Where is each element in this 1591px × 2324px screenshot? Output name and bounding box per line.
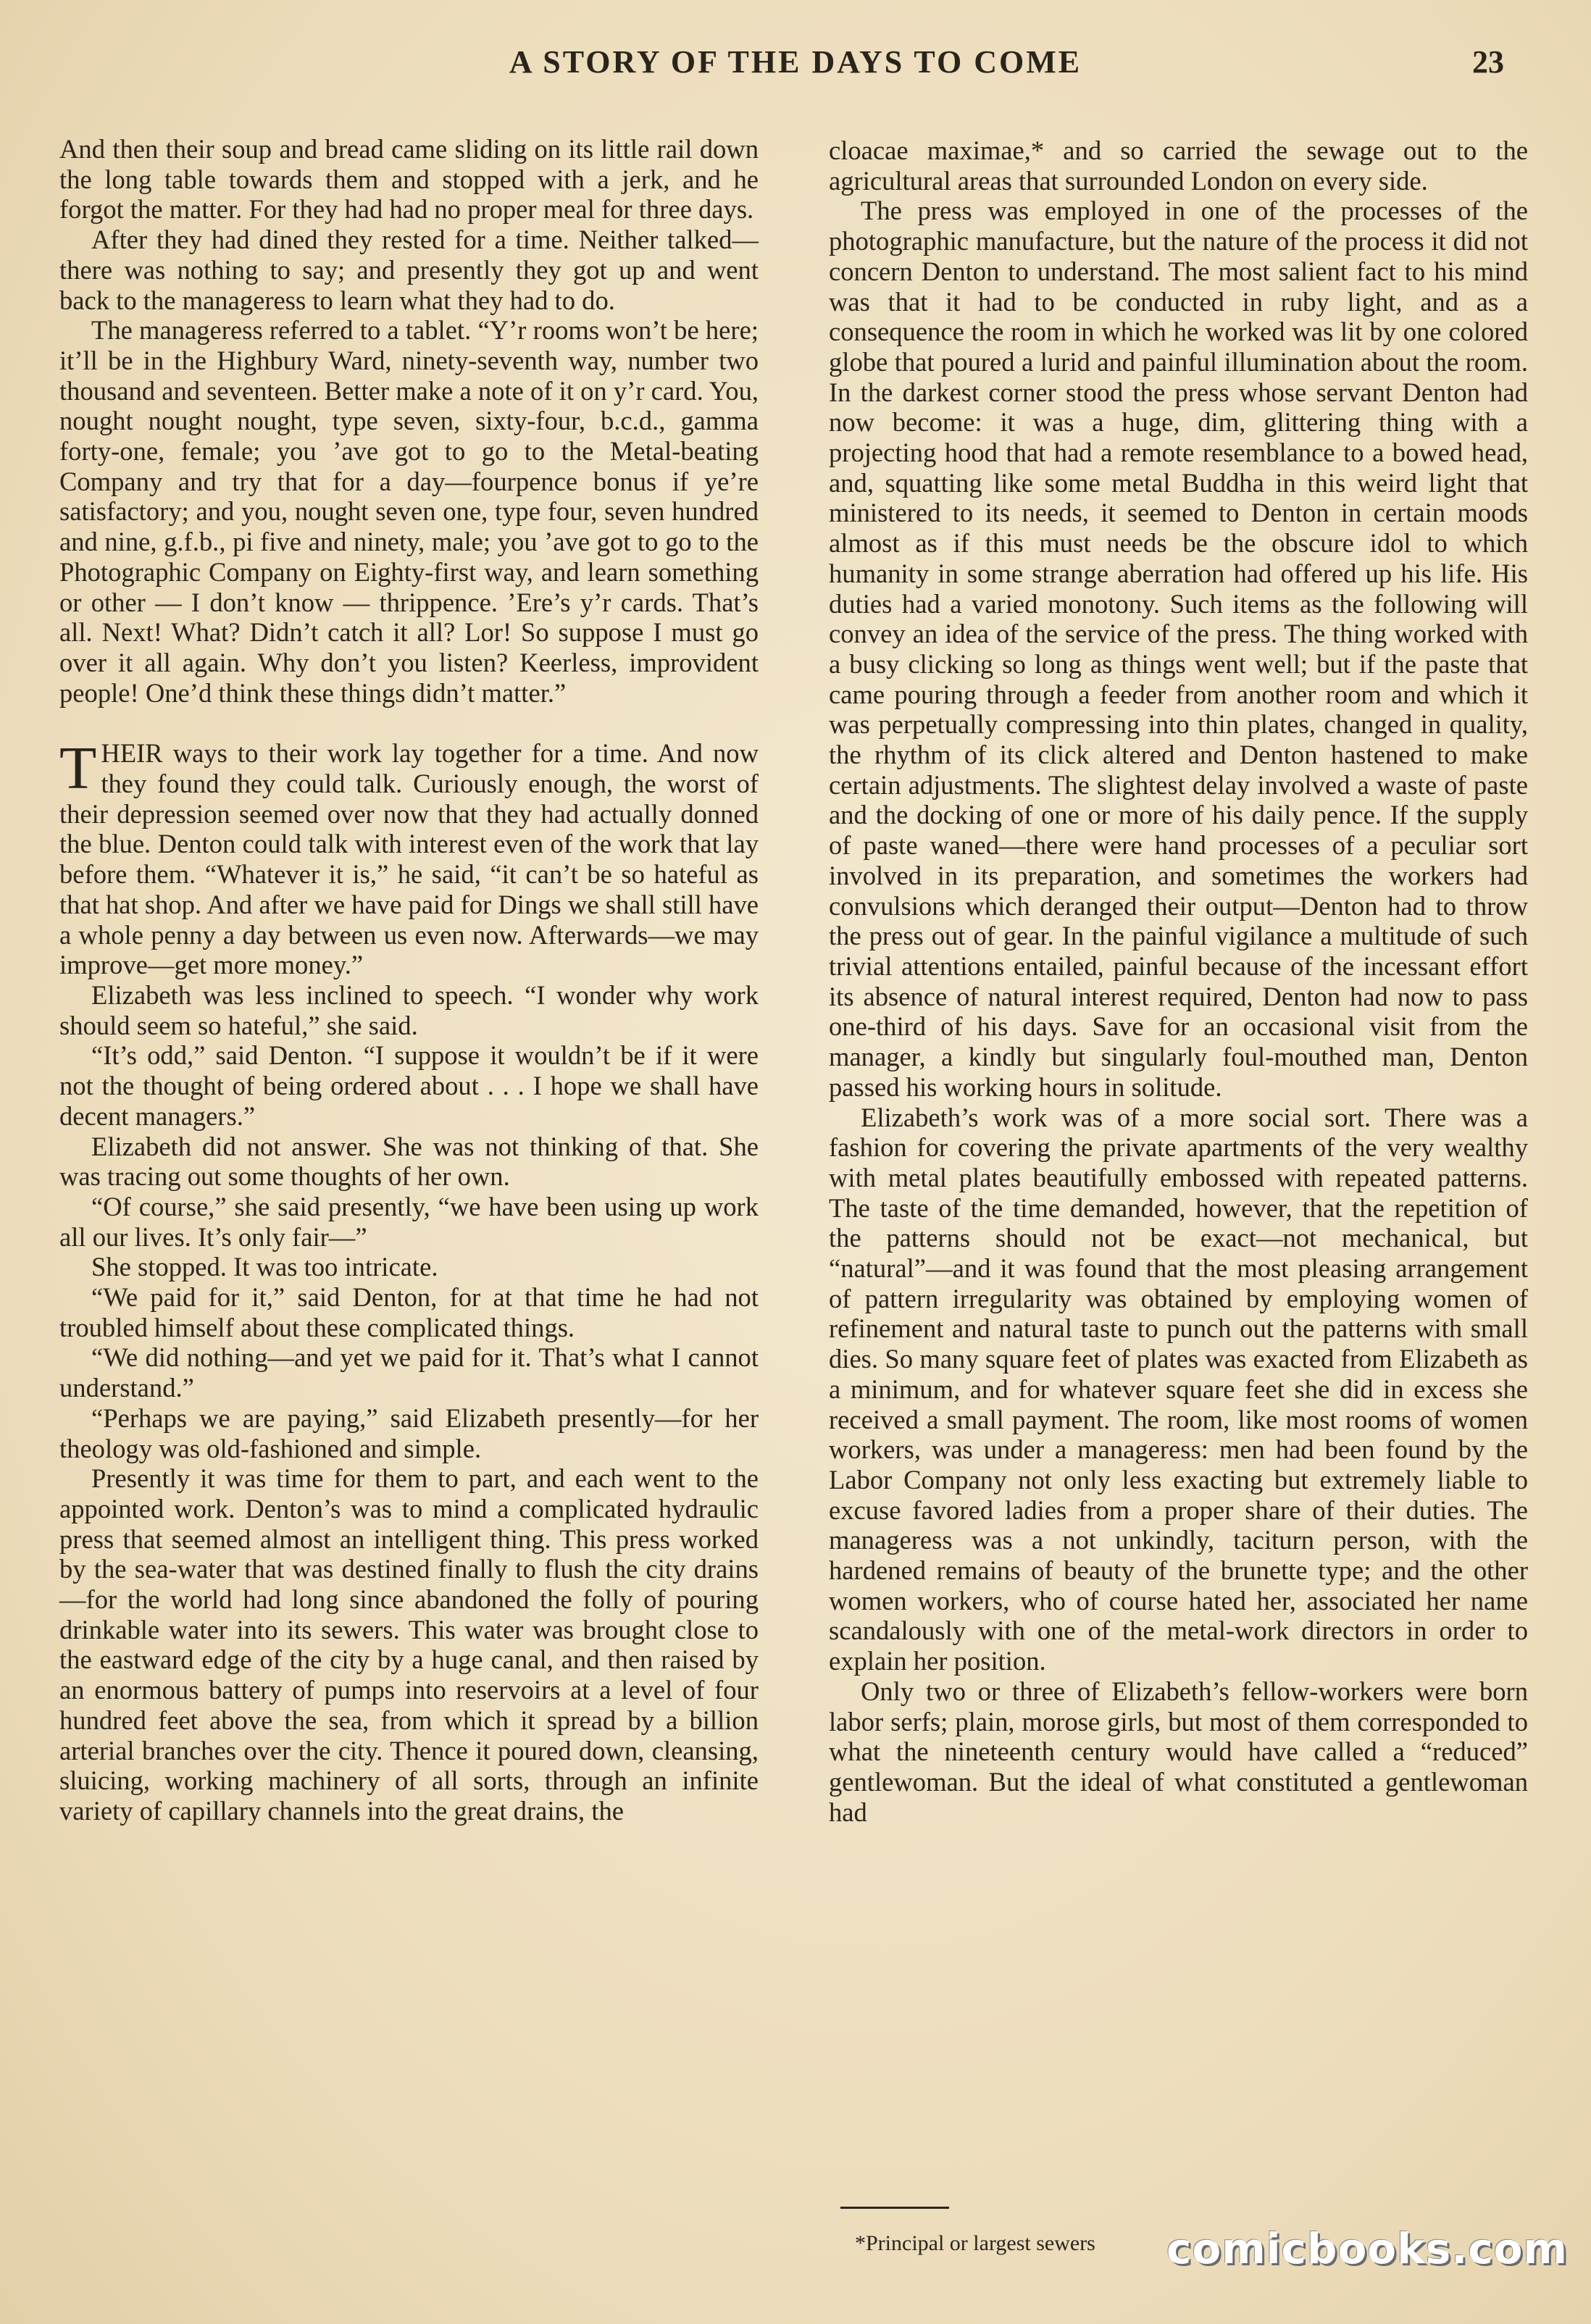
page-number: 23 <box>1472 44 1504 80</box>
paragraph: Elizabeth’s work was of a more social sort. There was a fashion for covering the private apartments of the very wealthy with metal plates beautifully embossed with repeated patterns. The taste of the time demanded, however, that the repetition of the patterns should not be exact—not mechanical, but “natural”—and it was found that the most pleasing arrangement of pattern irregularity was obtained by employing women of refinement and natural taste to punch out the patterns with small dies. So many square feet of plates was exacted from Elizabeth as a minimum, and for whatever square feet she did in excess she received a small payment. The room, like most rooms of women workers, was under a manageress: men had been found by the Labor Company not only less exacting but extremely liable to excuse favored ladies from a proper share of their duties. The manageress was a not unkindly, taciturn person, with the hardened remains of beauty of the brunette type; and the other women workers, who of course hated her, associated her name scandalously with one of the metal-work directors in order to explain her position. <box>829 1102 1528 1676</box>
footnote-rule <box>840 2207 949 2209</box>
paragraph: She stopped. It was too intricate. <box>91 1252 438 1282</box>
section-start-text: HEIR ways to their work lay together for a time. And now they found they could talk. Curiously enough, the worst of their depression seemed over now that they had actually donned the blue. Denton could talk with interest even of the work that lay before them. “Whatever it is,” he said, “it can’t be so hateful as that hat shop. And after we have paid for Dings we shall still have a whole penny a day between us even now. Afterwards—we may improve—get more money.” <box>59 738 759 980</box>
paragraph: The manageress referred to a tablet. “Y’r rooms won’t be here; it’ll be in the Highbury Ward, ninety-seventh way, number two thousand and seventeen. Better make a note of it on y’r card. You, nought nought nought, type seven, sixty-four, b.c.d., gamma forty-one, female; you ’ave got to go to the Metal-beating Company and try that for a day—fourpence bonus if ye’re satisfactory; and you, nought seven one, type four, seven hundred and nine, g.f.b., pi five and ninety, male; you ’ave got to go to the Photographic Company on Eighty-first way, and learn something or other — I don’t know — thrippence. ’Ere’s y’r cards. That’s all. Next! What? Didn’t catch it all? Lor! So suppose I must go over it all again. Why don’t you listen? Keerless, improvident people! One’d think these things didn’t matter.” <box>59 315 759 708</box>
paragraph: cloacae maximae,* and so carried the sewage out to the agricultural areas that surrounded London on every side. <box>829 135 1528 196</box>
paragraph: “We paid for it,” said Denton, for at that time he had not troubled himself about these complicated things. <box>59 1282 759 1342</box>
footnote: *Principal or largest sewers <box>855 2231 1095 2255</box>
paragraph: And then their soup and bread came sliding on its little rail down the long table towards them and stopped with a jerk, and he forgot the matter. For they had had no proper meal for three days. <box>59 134 759 225</box>
paragraph: “It’s odd,” said Denton. “I suppose it wouldn’t be if it were not the thought of being ordered about . . . I hope we shall have decent managers.” <box>59 1040 759 1131</box>
paragraph: After they had dined they rested for a time. Neither talked—there was nothing to say; and presently they got up and went back to the manageress to learn what they had to do. <box>59 225 759 315</box>
paragraph: The press was employed in one of the processes of the photographic manufacture, but the nature of the process it did not concern Denton to understand. The most salient fact to his mind was that it had to be conducted in ruby light, and as a consequence the room in which he worked was lit by one colored globe that poured a lurid and painful illumination about the room. In the darkest corner stood the press whose servant Denton had now become: it was a huge, dim, glittering thing with a projecting hood that had a remote resemblance to a bowed head, and, squatting like some metal Buddha in this weird light that ministered to its needs, it seemed to Denton in certain moods almost as if this must needs be the obscure idol to which humanity in some strange aberration had offered up his life. His duties had a varied monotony. Such items as the following will convey an idea of the service of the press. The thing worked with a busy clicking so long as things went well; but if the paste that came pouring through a feeder from another room and which it was perpetually compressing into thin plates, changed in quality, the rhythm of its click altered and Denton hastened to make certain adjustments. The slightest delay involved a waste of paste and the docking of one or more of his daily pence. If the supply of paste waned—there were hand processes of a peculiar sort involved in its preparation, and sometimes the workers had convulsions which deranged their output—Denton had to throw the press out of gear. In the painful vigilance a multitude of such trivial attentions entailed, painful because of the incessant effort its absence of natural interest required, Denton had now to pass one-third of his days. Save for an occasional visit from the manager, a kindly but singularly foul-mouthed man, Denton passed his working hours in solitude. <box>829 196 1528 1102</box>
paragraph: “Perhaps we are paying,” said Elizabeth presently—for her theology was old-fashioned and simple. <box>59 1403 759 1463</box>
running-title: A STORY OF THE DAYS TO COME <box>509 44 1082 80</box>
paragraph: Presently it was time for them to part, and each went to the appointed work. Denton’s was to mind a complicated hydraulic press that seemed almost an intelligent thing. This press worked by the sea-water that was destined finally to flush the city drains—for the world had long since abandoned the folly of pouring drinkable water into its sewers. This water was brought close to the eastward edge of the city by a huge canal, and then raised by an enormous battery of pumps into reservoirs at a level of four hundred feet above the sea, from which it spread by a billion arterial branches over the city. Thence it poured down, cleansing, sluicing, working machinery of all sorts, through an infinite variety of capillary channels into the great drains, the <box>59 1463 759 1826</box>
running-header <box>58 43 1533 87</box>
section-start-paragraph <box>59 735 759 980</box>
watermark: comicbooks.com <box>1166 2224 1568 2273</box>
paragraph: “Of course,” she said presently, “we have been using up work all our lives. It’s only fair—” <box>59 1191 759 1252</box>
right-column <box>829 135 1528 1827</box>
paragraph: “We did nothing—and yet we paid for it. That’s what I cannot understand.” <box>59 1342 759 1403</box>
paragraph: Only two or three of Elizabeth’s fellow-workers were born labor serfs; plain, morose girls, but most of them corresponded to what the nineteenth century would have called a “reduced” gentlewoman. But the ideal of what constituted a gentlewoman had <box>829 1676 1528 1827</box>
left-column <box>59 134 759 1826</box>
paragraph: Elizabeth did not answer. She was not thinking of that. She was tracing out some thoughts of her own. <box>59 1131 759 1192</box>
drop-cap: T <box>59 735 97 803</box>
paragraph: Elizabeth was less inclined to speech. “I wonder why work should seem so hateful,” she said. <box>59 979 759 1040</box>
